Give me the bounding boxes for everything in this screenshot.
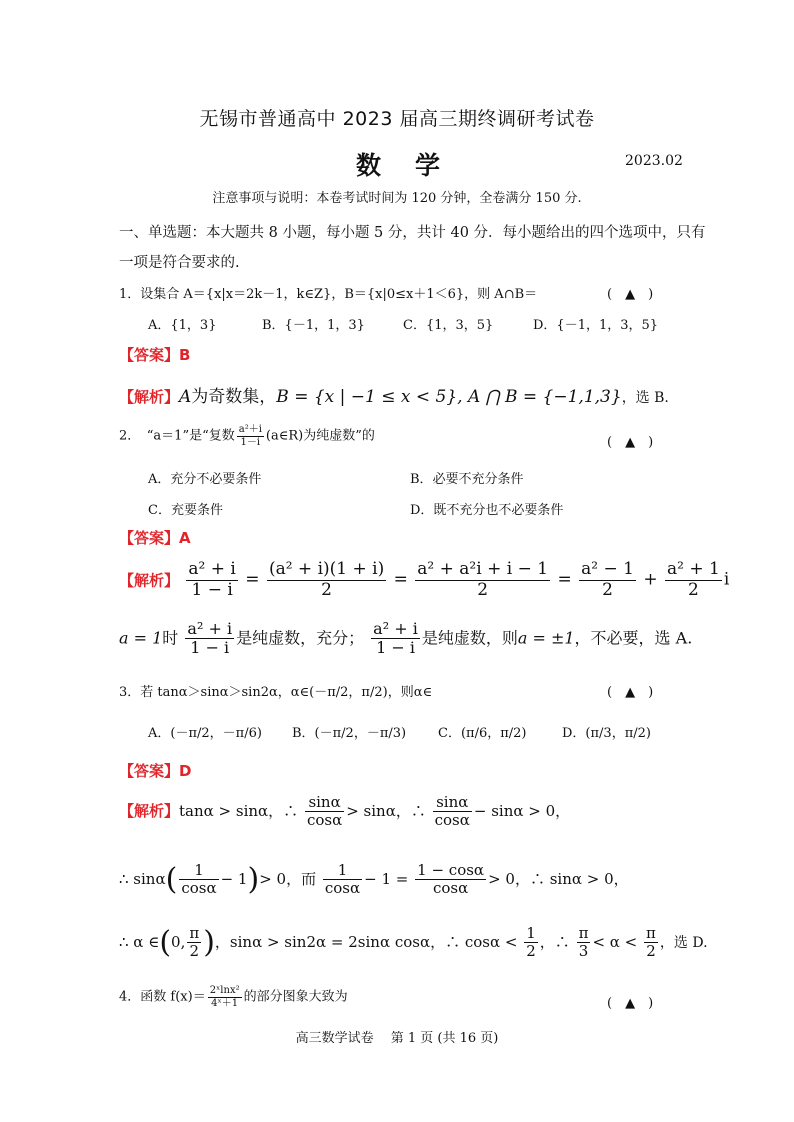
page-footer: 高三数学试卷 第 1 页 (共 16 页) — [295, 1031, 499, 1046]
q1-answer: 【答案】B — [119, 346, 191, 364]
exam-notice: 注意事项与说明：本卷考试时间为 120 分钟，全卷满分 150 分. — [212, 191, 582, 206]
q2-answer: 【答案】A — [119, 529, 191, 547]
q3-option-c: C．(π/6，π/2) — [438, 726, 527, 741]
q2-option-c: C．充要条件 — [148, 503, 223, 518]
exam-title: 无锡市普通高中 2023 届高三期终调研考试卷 — [199, 108, 595, 130]
q2-option-a: A．充分不必要条件 — [148, 472, 262, 487]
subject-title: 数学 — [356, 151, 475, 180]
q1-option-b: B．{－1，1，3} — [262, 318, 365, 333]
q3-explanation-line-3: ∴ α ∈(0, $\frac{\pi}{2}$ )，sinα > sin2α = 2sinα cosα，∴ cosα < $\frac{1}{2}$ ，∴ $\frac{\pi}{3}$ < α < $\frac{\pi}{2}$ ，选 D. — [119, 924, 708, 961]
q1-option-c: C．{1，3，5} — [403, 318, 494, 333]
q2-option-b: B．必要不充分条件 — [410, 472, 524, 487]
q3-explanation-line-2: ∴ sinα( $\frac{1}{\cos\alpha}$ − 1)> 0，而 $\frac{1}{\cos\alpha}$ − 1 = $\frac{1 - \cos\alpha}{\cos\alpha}$ > 0，∴ sinα > 0， — [119, 861, 629, 898]
question-2-mark: ( ▲ ) — [607, 435, 654, 450]
q2-stem-fraction: $\frac{\text{a²＋i}}{1-i}$ — [238, 424, 262, 448]
section-heading-cont: 一项是符合要求的. — [119, 255, 240, 271]
question-2-stem: 2． “a＝1”是“复数 $\frac{\text{a²＋i}}{1-i}$ (a∈R)为纯虚数”的 — [119, 424, 375, 448]
q1-option-a: A．{1，3} — [148, 318, 217, 333]
q3-option-d: D．(π/3，π/2) — [562, 726, 651, 741]
q2-explanation-line-1: 【解析】 $\frac{\text{a² + i}}{1 - i}$ = $\frac{\text{(a² + i)(1 + i)}}{2}$ = $\frac{\text{a² + a²i + i − 1}}{2}$ = $\frac{\text{a² − 1}}{2}$ + $\frac{\text{a² + 1}}{2}$ i — [119, 559, 730, 600]
question-4-stem: 4．函数 f(x)＝ $\frac{\text{2ˣlnx²}}{\text{4ˣ＋1}}$ 的部分图象大致为 — [119, 985, 348, 1009]
q1-explanation: 【解析】A为奇数集，B = {x | −1 ≤ x < 5}, A ⋂ B = {−1,1,3}，选 B. — [119, 387, 669, 407]
question-1-mark: ( ▲ ) — [607, 287, 654, 302]
question-4-mark: ( ▲ ) — [607, 996, 654, 1011]
question-1-stem: 1．设集合 A＝{x|x＝2k－1，k∈Z}，B＝{x|0≤x＋1＜6}，则 A∩B＝ — [119, 287, 538, 302]
section-heading: 一、单选题：本大题共 8 小题，每小题 5 分，共计 40 分．每小题给出的四个选项中，只有 — [119, 225, 706, 241]
q3-explanation-line-1: 【解析】tanα > sinα，∴ $\frac{\sin\alpha}{\cos\alpha}$ > sinα，∴ $\frac{\sin\alpha}{\cos\alpha}$ − sinα > 0， — [119, 793, 571, 830]
q4-stem-fraction: $\frac{\text{2ˣlnx²}}{\text{4ˣ＋1}}$ — [209, 985, 240, 1009]
q2-explanation-line-2: a = 1时 $\frac{\text{a² + i}}{1 - i}$ 是纯虚数，充分； $\frac{\text{a² + i}}{1 - i}$ 是纯虚数，则a = ±1，不必要，选 A. — [119, 619, 693, 658]
q3-option-b: B．(－π/2，－π/3) — [292, 726, 407, 741]
question-3-mark: ( ▲ ) — [607, 685, 654, 700]
q3-answer: 【答案】D — [119, 762, 192, 780]
question-3-stem: 3．若 tanα＞sinα＞sin2α，α∈(－π/2，π/2)，则α∈ — [119, 685, 433, 700]
q1-option-d: D．{－1，1，3，5} — [533, 318, 659, 333]
q3-option-a: A．(－π/2，－π/6) — [148, 726, 262, 741]
q2-option-d: D．既不充分也不必要条件 — [410, 503, 564, 518]
exam-date: 2023.02 — [625, 153, 683, 169]
